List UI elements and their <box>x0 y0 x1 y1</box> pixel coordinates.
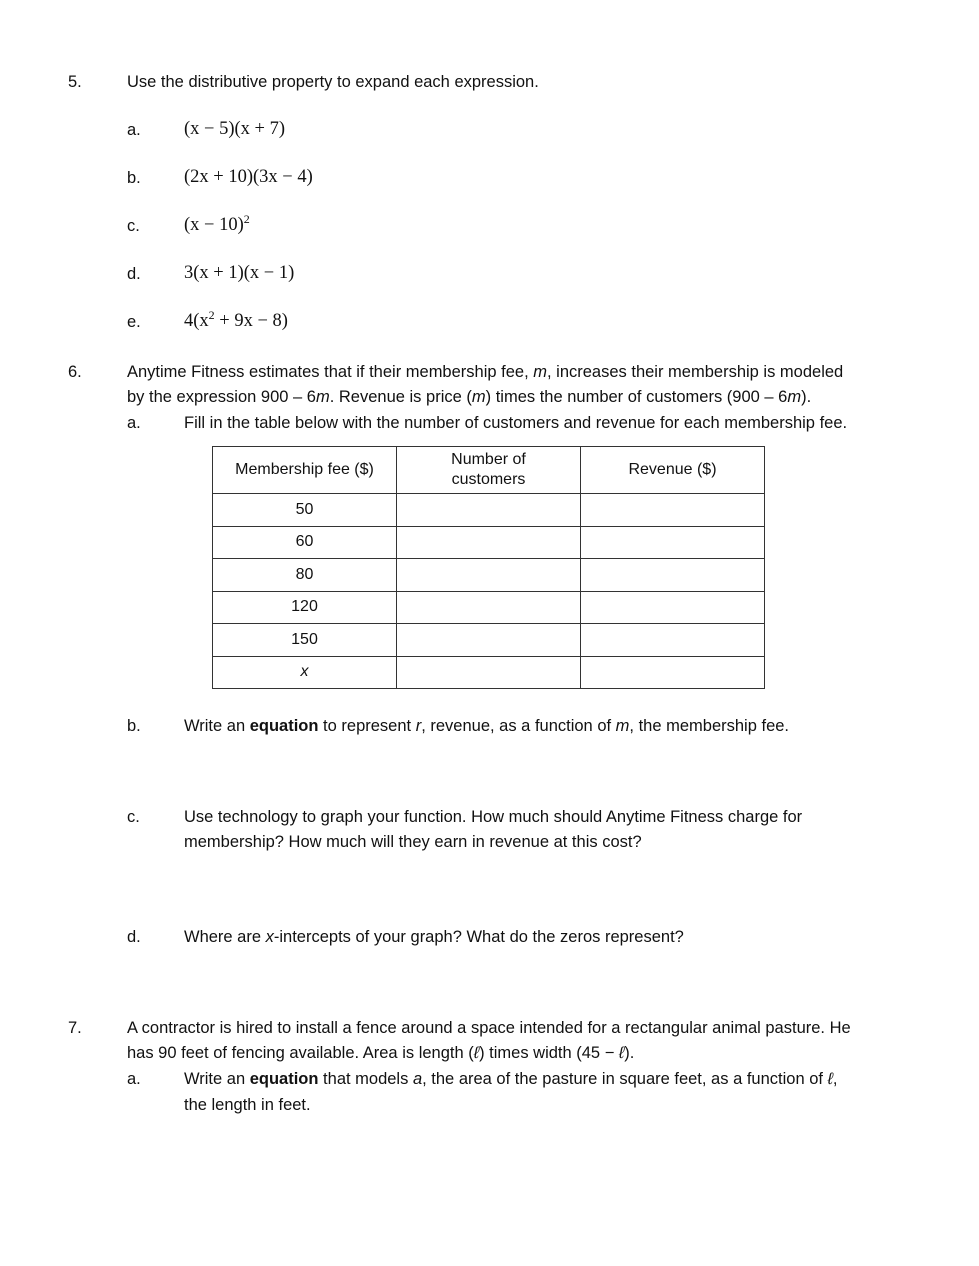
text-segment: membership? How much will they earn in revenue at this cost? <box>184 833 642 851</box>
table-header-row <box>213 447 765 494</box>
text-segment: Write an <box>184 717 250 735</box>
part-a-text <box>184 413 847 433</box>
part-c-line-2 <box>184 832 642 852</box>
customers-cell[interactable] <box>397 656 581 689</box>
expr-pre: 4(x <box>184 311 209 331</box>
problem-7-part-a-line-1 <box>184 1069 838 1089</box>
part-label: b. <box>127 717 141 735</box>
item-label: c. <box>127 217 140 235</box>
expression-b: (2x + 10)(3x − 4) <box>184 167 313 187</box>
text-segment: , revenue, as a function of <box>421 717 616 735</box>
expression-a: (x − 5)(x + 7) <box>184 119 286 139</box>
expr-base: (x − 10) <box>184 215 244 235</box>
text-segment: , increases their membership is modeled <box>547 363 844 381</box>
text-segment: by the expression 900 – 6 <box>127 388 316 406</box>
italic-variable: r <box>415 717 422 735</box>
part-label: a. <box>127 1070 141 1088</box>
part-c-line-1 <box>184 807 802 827</box>
part-label: c. <box>127 808 140 826</box>
table-row <box>213 656 765 689</box>
text-segment: , <box>832 1070 838 1088</box>
expression-e <box>184 307 288 331</box>
expression-c <box>184 211 250 235</box>
part-b-text <box>184 716 789 736</box>
italic-variable: m <box>533 363 547 381</box>
fee-cell: 80 <box>213 559 397 592</box>
text-segment: ). <box>801 388 812 406</box>
problem-6-line-1 <box>127 362 843 382</box>
table-row <box>213 526 765 559</box>
text-segment: , the membership fee. <box>629 717 789 735</box>
table-row <box>213 559 765 592</box>
text-segment: to represent <box>318 717 416 735</box>
italic-variable: ℓ <box>618 1044 625 1062</box>
text-segment: Anytime Fitness estimates that if their membership fee, <box>127 363 534 381</box>
italic-variable: m <box>315 388 330 406</box>
membership-table <box>212 446 765 689</box>
header-revenue: Revenue ($) <box>581 447 765 494</box>
customers-cell[interactable] <box>397 526 581 559</box>
revenue-cell[interactable] <box>581 559 765 592</box>
expression-d: 3(x + 1)(x − 1) <box>184 263 295 283</box>
bold-text: equation <box>249 1070 319 1088</box>
item-label: d. <box>127 265 141 283</box>
text-segment: A contractor is hired to install a fence around a space intended for a rectangular animal pasture. He <box>127 1019 851 1037</box>
fee-cell: 150 <box>213 624 397 657</box>
text-segment: . Revenue is price ( <box>329 388 472 406</box>
expr-post: + 9x − 8) <box>214 311 288 331</box>
part-label: d. <box>127 928 141 946</box>
fee-cell: 50 <box>213 494 397 527</box>
problem-7-part-a-line-2 <box>184 1095 311 1115</box>
italic-variable: m <box>471 388 486 406</box>
text-segment: Write an <box>184 1070 250 1088</box>
problem-5-prompt: Use the distributive property to expand each expression. <box>127 73 539 91</box>
italic-variable: ℓ <box>827 1070 833 1088</box>
text-segment: -intercepts of your graph? What do the zeros represent? <box>273 928 684 946</box>
fee-cell: 120 <box>213 591 397 624</box>
text-segment: the length in feet. <box>184 1096 311 1114</box>
exponent: 2 <box>243 211 250 226</box>
header-membership-fee: Membership fee ($) <box>213 447 397 494</box>
bold-text: equation <box>249 717 319 735</box>
text-segment: has 90 feet of fencing available. Area is length ( <box>127 1044 474 1062</box>
customers-cell[interactable] <box>397 494 581 527</box>
italic-variable: x <box>265 928 274 946</box>
part-label: a. <box>127 414 141 432</box>
text-segment: ). <box>624 1044 635 1062</box>
customers-cell[interactable] <box>397 624 581 657</box>
text-segment: , the area of the pasture in square feet, as a function of <box>422 1070 828 1088</box>
fee-cell: x <box>213 656 397 689</box>
problem-6-number: 6. <box>68 363 82 381</box>
revenue-cell[interactable] <box>581 494 765 527</box>
text-segment: ) times the number of customers (900 – 6 <box>485 388 788 406</box>
italic-variable: m <box>787 388 802 406</box>
problem-5-number: 5. <box>68 73 82 91</box>
header-text: Number of customers <box>451 451 526 488</box>
item-label: a. <box>127 121 141 139</box>
customers-cell[interactable] <box>397 591 581 624</box>
revenue-cell[interactable] <box>581 526 765 559</box>
part-d-text <box>184 927 684 947</box>
item-label: e. <box>127 313 141 331</box>
text-segment: that models <box>318 1070 413 1088</box>
italic-variable: m <box>615 717 630 735</box>
table-row <box>213 591 765 624</box>
text-segment: Use technology to graph your function. How much should Anytime Fitness charge for <box>184 808 803 826</box>
italic-variable: a <box>412 1070 423 1088</box>
table-row <box>213 494 765 527</box>
header-number-of-customers <box>397 447 581 494</box>
text-segment: ) times width (45 − <box>479 1044 619 1062</box>
problem-7-line-1 <box>127 1018 851 1038</box>
item-label: b. <box>127 169 141 187</box>
italic-variable: ℓ <box>473 1044 480 1062</box>
table-row <box>213 624 765 657</box>
customers-cell[interactable] <box>397 559 581 592</box>
problem-7-line-2 <box>127 1043 634 1063</box>
problem-6-line-2 <box>127 387 811 407</box>
revenue-cell[interactable] <box>581 656 765 689</box>
problem-7-number: 7. <box>68 1019 82 1037</box>
revenue-cell[interactable] <box>581 624 765 657</box>
fee-cell: 60 <box>213 526 397 559</box>
text-segment: Where are <box>184 928 266 946</box>
exponent: 2 <box>208 307 215 322</box>
revenue-cell[interactable] <box>581 591 765 624</box>
text-segment: Fill in the table below with the number of customers and revenue for each membership fee. <box>184 414 848 432</box>
